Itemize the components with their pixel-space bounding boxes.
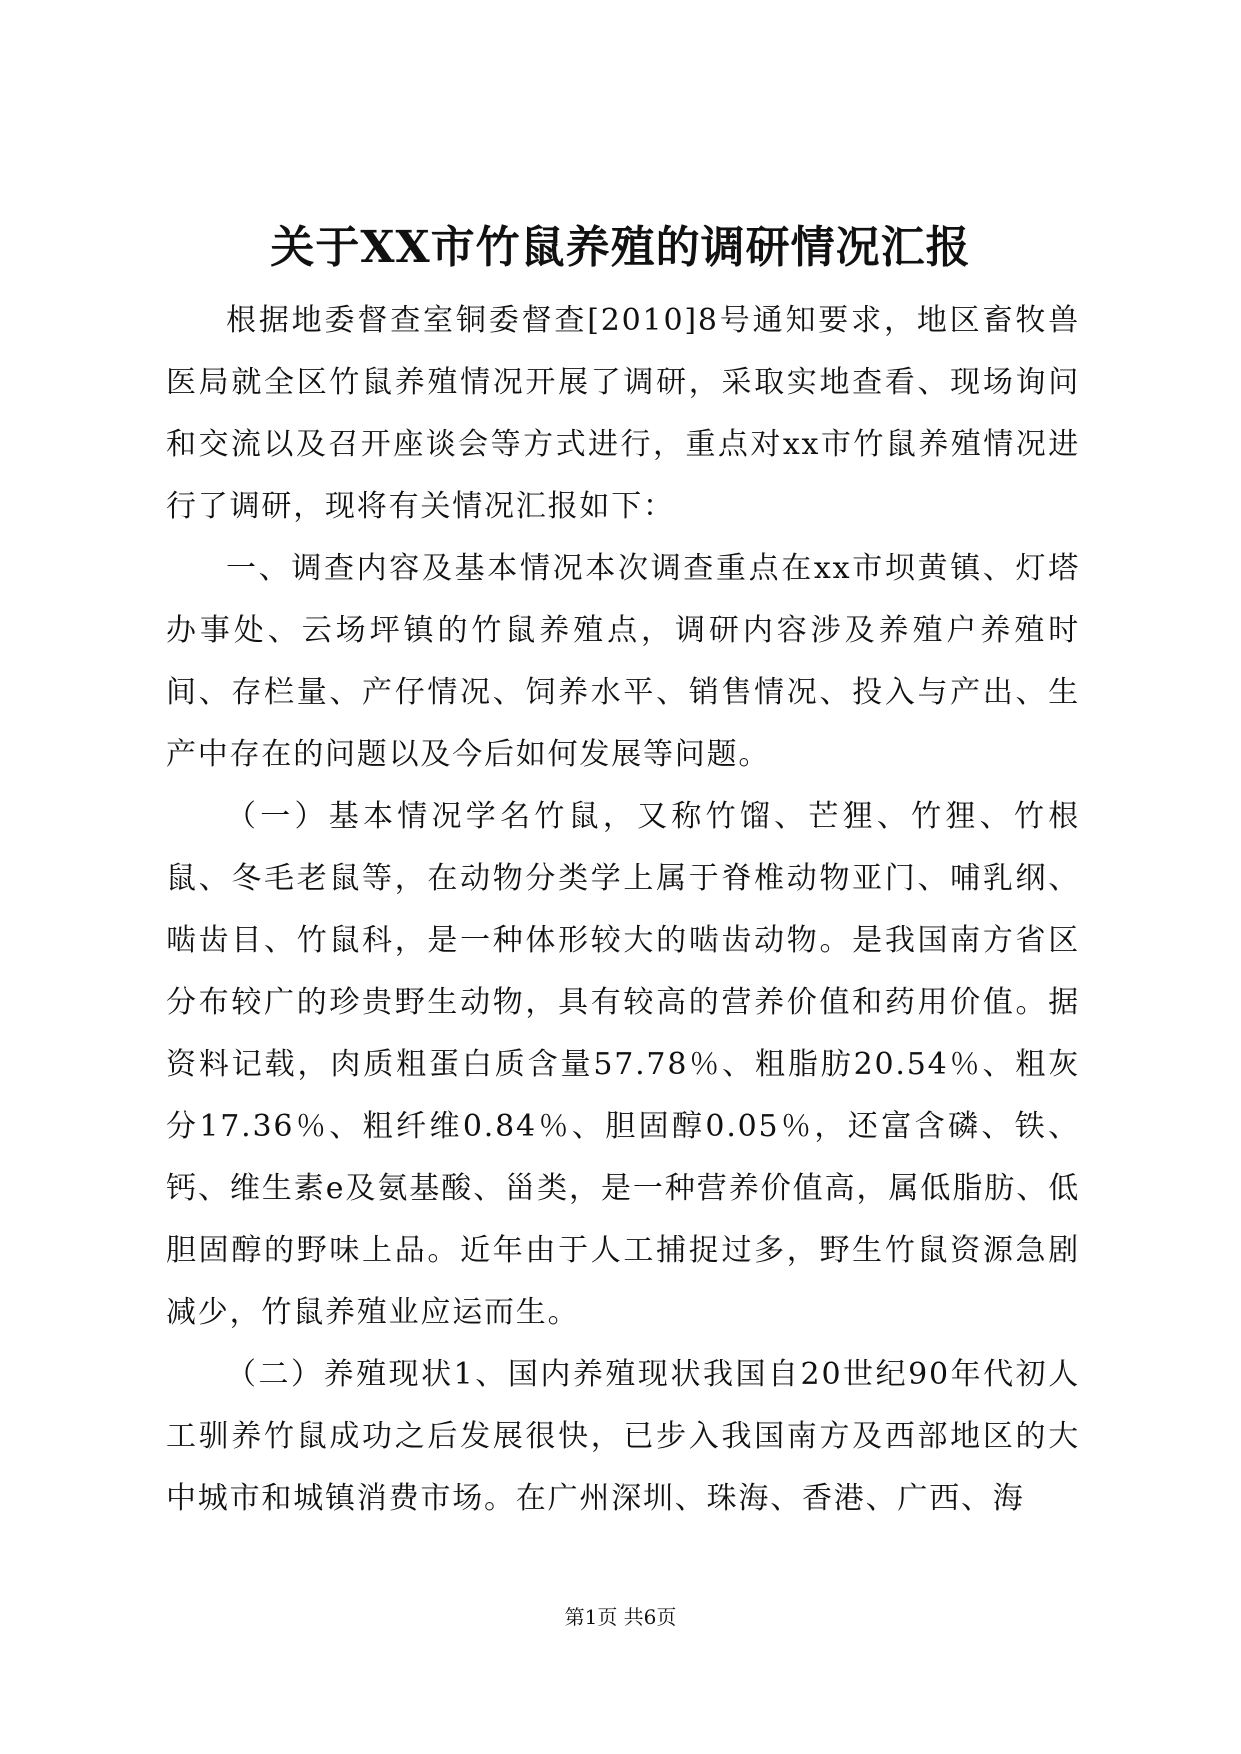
paragraph-basic-info: （一）基本情况学名竹鼠，又称竹馏、芒狸、竹狸、竹根鼠、冬毛老鼠等，在动物分类学上属于脊椎动物亚门、哺乳纲、啮齿目、竹鼠科，是一种体形较大的啮齿动物。是我国南方省区分布较广的珍贵野生动物，具有较高的营养价值和药用价值。据资料记载，肉质粗蛋白质含量57.78％、粗脂肪20.54％、粗灰分17.36％、粗纤维0.84％、胆固醇0.05％，还富含磷、铁、钙、维生素e及氨基酸、甾类，是一种营养价值高，属低脂肪、低胆固醇的野味上品。近年由于人工捕捉过多，野生竹鼠资源急剧减少，竹鼠养殖业应运而生。: [166, 799, 1080, 1330]
paragraph-section-1: 一、调查内容及基本情况本次调查重点在xx市坝黄镇、灯塔办事处、云场坪镇的竹鼠养殖点，调研内容涉及养殖户养殖时间、存栏量、产仔情况、饲养水平、销售情况、投入与产出、生产中存在的问题以及今后如何发展等问题。: [166, 551, 1080, 772]
paragraph-intro: 根据地委督查室铜委督查[2010]8号通知要求，地区畜牧兽医局就全区竹鼠养殖情况开展了调研，采取实地查看、现场询问和交流以及召开座谈会等方式进行，重点对xx市竹鼠养殖情况进行了调研，现将有关情况汇报如下：: [166, 303, 1080, 524]
document-body: [166, 290, 1080, 1530]
paragraph-breeding-status: （二）养殖现状1、国内养殖现状我国自20世纪90年代初人工驯养竹鼠成功之后发展很快，已步入我国南方及西部地区的大中城市和城镇消费市场。在广州深圳、珠海、香港、广西、海: [166, 1357, 1080, 1516]
document-title: 关于XX市竹鼠养殖的调研情况汇报: [270, 222, 971, 273]
page-footer: 第1页 共6页: [564, 1605, 677, 1629]
